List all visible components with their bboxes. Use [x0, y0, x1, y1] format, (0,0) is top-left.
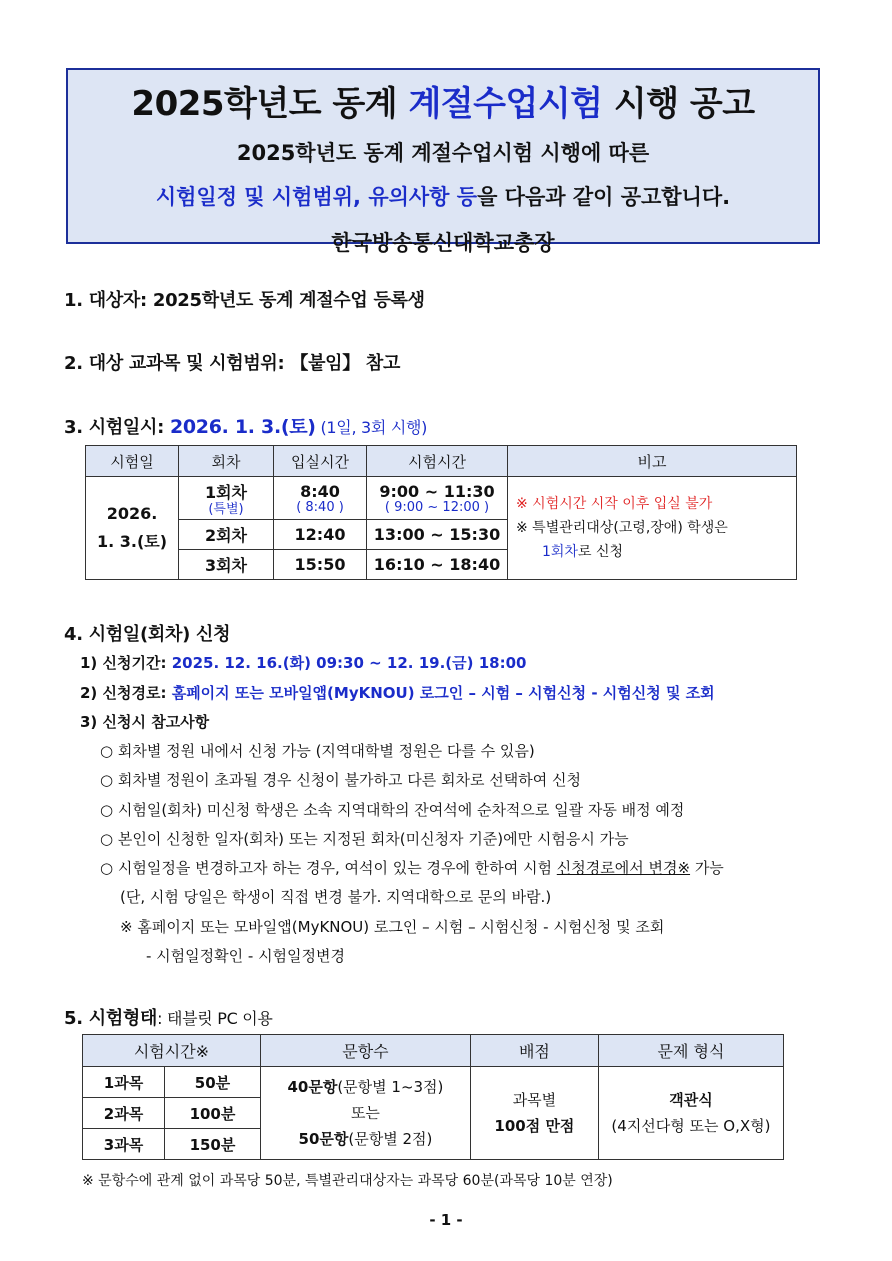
- header-entry-time: 입실시간: [274, 446, 367, 477]
- round-cell: 1회차 (특별): [179, 477, 274, 520]
- apply-route: 2) 신청경로: 홈페이지 또는 모바일앱(MyKNOU) 로그인 – 시험 – 시험신청 - 시험신청 및 조회: [80, 684, 715, 702]
- exam-day-cell: 2026. 1. 3.(토): [86, 477, 179, 580]
- subject-count-cell: 3과목: [83, 1129, 165, 1160]
- section-4-application: 4. 시험일(회차) 신청: [64, 624, 231, 645]
- section-5-exam-format: 5. 시험형태: 태블릿 PC 이용: [64, 1008, 273, 1029]
- list-item: ○ 회차별 정원 내에서 신청 가능 (지역대학별 정원은 다를 수 있음): [100, 742, 535, 760]
- subject-count-cell: 2과목: [83, 1098, 165, 1129]
- section-1-eligibility: 1. 대상자: 2025학년도 동계 계절수업 등록생: [64, 290, 425, 311]
- footnote: ※ 문항수에 관계 없이 과목당 50분, 특별관리대상자는 과목당 60분(과목당 10분 연장): [82, 1173, 613, 1189]
- question-type-cell: 객관식 (4지선다형 또는 O,X형): [598, 1067, 783, 1160]
- page-number: - 1 -: [429, 1211, 463, 1229]
- header-question-count: 문항수: [260, 1035, 470, 1067]
- notice-subtitle-2: 시험일정 및 시험범위, 유의사항 등을 다음과 같이 공고합니다.: [155, 185, 731, 209]
- exam-time-cell: 16:10 ~ 18:40: [367, 550, 508, 580]
- table-row: [86, 477, 797, 520]
- list-item-continuation: (단, 시험 당일은 학생이 직접 변경 불가. 지역대학으로 문의 바람.): [120, 888, 552, 906]
- section-3-exam-date: 3. 시험일시: 2026. 1. 3.(토) (1일, 3회 시행): [64, 416, 428, 438]
- score-cell: 과목별 100점 만점: [470, 1067, 598, 1160]
- round-cell: 2회차: [179, 520, 274, 550]
- exam-format-table: [82, 1034, 784, 1160]
- duration-cell: 150분: [165, 1129, 261, 1160]
- issuer-signature: 한국방송통신대학교총장: [331, 231, 555, 255]
- apply-period: 1) 신청기간: 2025. 12. 16.(화) 09:30 ~ 12. 19.(금) 18:00: [80, 654, 527, 672]
- exam-time-cell: 9:00 ~ 11:30 ( 9:00 ~ 12:00 ): [367, 477, 508, 520]
- duration-cell: 50분: [165, 1067, 261, 1098]
- route-note: ※ 홈페이지 또는 모바일앱(MyKNOU) 로그인 – 시험 – 시험신청 - 시험신청 및 조회: [120, 918, 665, 936]
- header-remarks: 비고: [508, 446, 797, 477]
- remarks-cell: ※ 시험시간 시작 이후 입실 불가 ※ 특별관리대상(고령,장애) 학생은 1회차로 신청: [508, 477, 797, 580]
- notice-title-box: [66, 68, 820, 255]
- header-exam-duration: 시험시간※: [83, 1035, 261, 1067]
- list-item: ○ 회차별 정원이 초과될 경우 신청이 불가하고 다른 회차로 선택하여 신청: [100, 771, 581, 789]
- apply-reference-label: 3) 신청시 참고사항: [80, 713, 210, 731]
- header-exam-time: 시험시간: [367, 446, 508, 477]
- route-note-continuation: - 시험일정확인 - 시험일정변경: [146, 947, 346, 965]
- entry-time-cell: 8:40 ( 8:40 ): [274, 477, 367, 520]
- table-row: [83, 1067, 784, 1098]
- entry-time-cell: 12:40: [274, 520, 367, 550]
- list-item: ○ 본인이 신청한 일자(회차) 또는 지정된 회차(미신청자 기준)에만 시험응시 가능: [100, 830, 629, 848]
- header-question-type: 문제 형식: [598, 1035, 783, 1067]
- notice-subtitle: 2025학년도 동계 계절수업시험 시행에 따른: [236, 141, 650, 165]
- question-count-cell: 40문항(문항별 1~3점) 또는 50문항(문항별 2점): [260, 1067, 470, 1160]
- entry-time-cell: 15:50: [274, 550, 367, 580]
- round-cell: 3회차: [179, 550, 274, 580]
- header-score: 배점: [470, 1035, 598, 1067]
- exam-time-cell: 13:00 ~ 15:30: [367, 520, 508, 550]
- duration-cell: 100분: [165, 1098, 261, 1129]
- list-item: ○ 시험일정을 변경하고자 하는 경우, 여석이 있는 경우에 한하여 시험 신청경로에서 변경※ 가능: [100, 859, 724, 877]
- subject-count-cell: 1과목: [83, 1067, 165, 1098]
- header-round: 회차: [179, 446, 274, 477]
- section-2-subjects: 2. 대상 교과목 및 시험범위: 【붙임】 참고: [64, 353, 401, 374]
- exam-schedule-table: [85, 445, 797, 580]
- list-item: ○ 시험일(회차) 미신청 학생은 소속 지역대학의 잔여석에 순차적으로 일괄 자동 배정 예정: [100, 801, 685, 819]
- header-exam-day: 시험일: [86, 446, 179, 477]
- notice-title: 2025학년도 동계 계절수업시험 시행 공고: [131, 84, 755, 124]
